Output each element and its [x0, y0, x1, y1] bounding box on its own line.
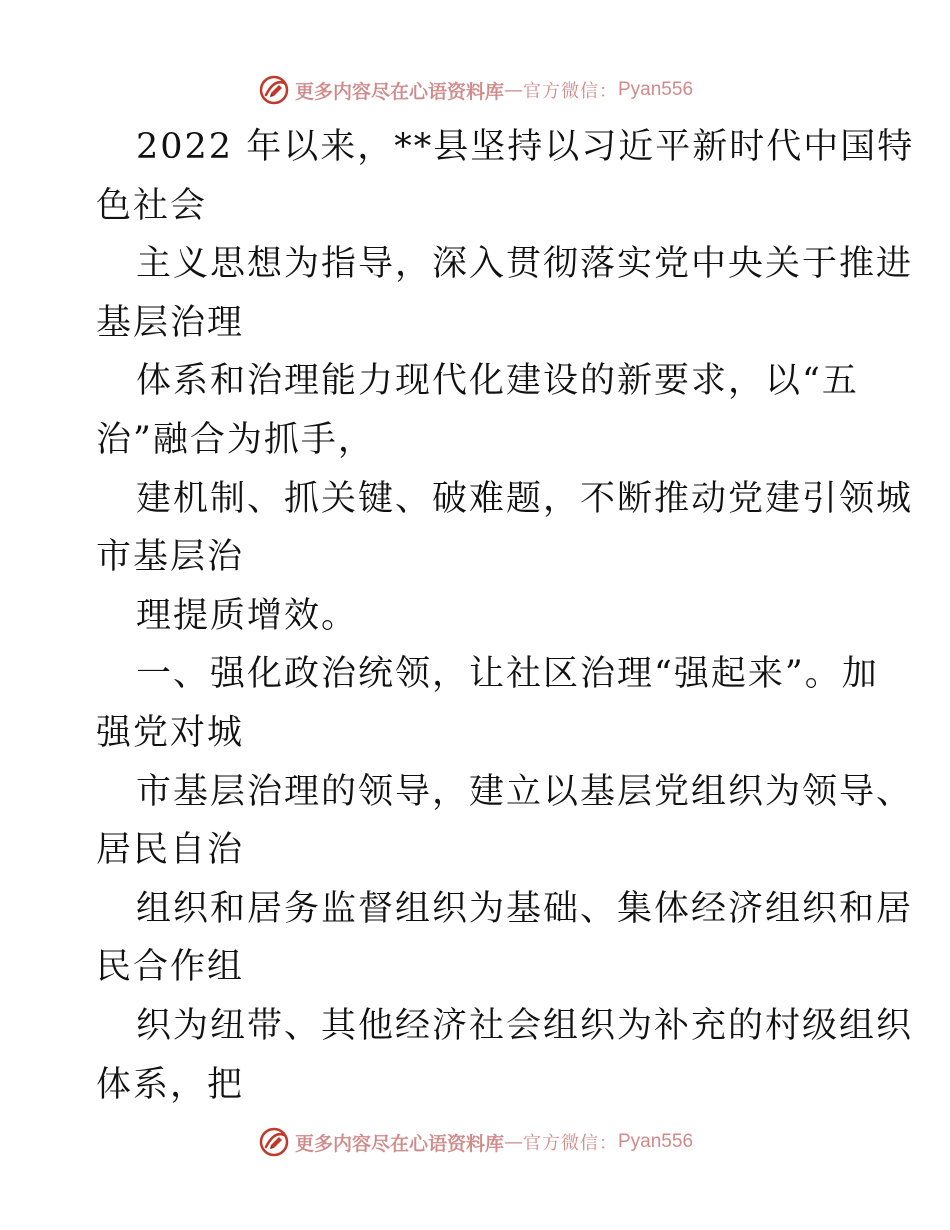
- watermark-brand-text: 更多内容尽在心语资料库: [294, 80, 504, 103]
- text-line: 治”融合为抓手，: [96, 419, 375, 460]
- watermark-dash: —: [504, 1131, 523, 1153]
- document-body: [96, 118, 915, 1114]
- text-line: 色社会: [96, 185, 208, 226]
- watermark-wechat-id: Pyan556: [618, 79, 694, 100]
- text-line: 体系，把: [96, 1064, 245, 1105]
- text-line: 主义思想为指导，深入贯彻落实党中央关于推进: [136, 244, 914, 285]
- footer-watermark: [0, 1122, 950, 1162]
- text-line: 体系和治理能力现代化建设的新要求，以“五: [136, 361, 859, 402]
- text-line: 织为纽带、其他经济社会组织为补充的村级组织: [136, 1005, 914, 1046]
- text-line: 市基层治: [96, 537, 245, 578]
- section-heading-line: 一、强化政治统领，让社区治理“强起来”。加: [136, 654, 879, 695]
- text-line: 居民自治: [96, 830, 245, 871]
- watermark-dash: —: [504, 79, 523, 101]
- pen-logo-icon: [257, 73, 291, 107]
- text-line: 理提质增效。: [136, 595, 359, 636]
- watermark-wechat-label: 官方微信：: [523, 1133, 618, 1154]
- header-watermark: [0, 70, 950, 110]
- text-line: 建机制、抓关键、破难题，不断推动党建引领城: [136, 478, 914, 519]
- watermark-brand-text: 更多内容尽在心语资料库: [294, 1132, 504, 1155]
- text-line: 强党对城: [96, 712, 245, 753]
- watermark-wechat-label: 官方微信：: [523, 81, 618, 102]
- text-line: 基层治理: [96, 302, 245, 343]
- text-line: 2022 年以来，**县坚持以习近平新时代中国特: [136, 127, 915, 167]
- text-line: 市基层治理的领导，建立以基层党组织为领导、: [136, 771, 914, 812]
- pen-logo-icon: [257, 1125, 291, 1159]
- text-line: 民合作组: [96, 947, 245, 988]
- text-line: 组织和居务监督组织为基础、集体经济组织和居: [136, 888, 914, 929]
- watermark-wechat-id: Pyan556: [618, 1131, 694, 1152]
